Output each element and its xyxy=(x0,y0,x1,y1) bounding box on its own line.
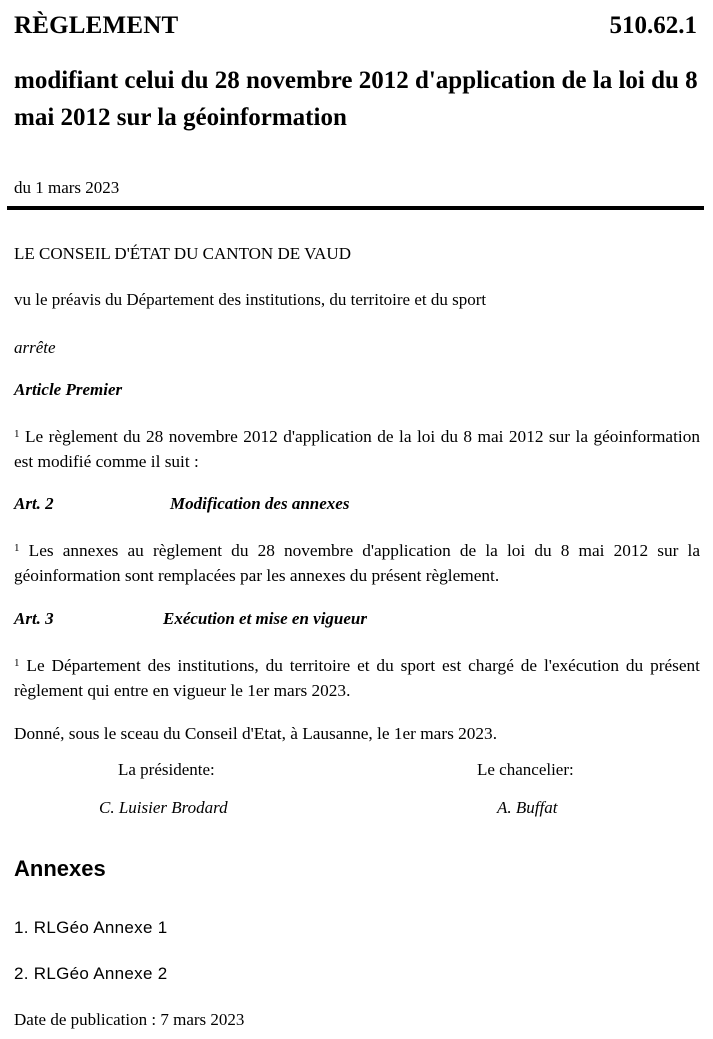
article-2-title: Modification des annexes xyxy=(170,494,350,513)
document-subtitle: modifiant celui du 28 novembre 2012 d'application de la loi du 8 mai 2012 sur la géoinformation xyxy=(14,67,698,131)
document-date: du 1 mars 2023 xyxy=(14,178,120,197)
issuing-authority: LE CONSEIL D'ÉTAT DU CANTON DE VAUD xyxy=(14,244,351,263)
article-3-number: Art. 3 xyxy=(14,609,54,628)
header-divider xyxy=(7,206,704,210)
annex-link-1[interactable]: 1. RLGéo Annexe 1 xyxy=(14,918,168,937)
article-1-text: Le règlement du 28 novembre 2012 d'application de la loi du 8 mai 2012 sur la géoinformation est modifié comme il suit : xyxy=(14,427,700,471)
article-1-heading: Article Premier xyxy=(14,380,123,399)
article-3-text: Le Département des institutions, du territoire et du sport est chargé de l'exécution du présent règlement qui entre en vigueur le 1er mars 2023. xyxy=(14,656,700,700)
left-signatory-name: C. Luisier Brodard xyxy=(99,798,228,817)
article-1-paragraph xyxy=(14,424,700,474)
article-2-paragraph xyxy=(14,538,700,588)
given-statement: Donné, sous le sceau du Conseil d'Etat, à Lausanne, le 1er mars 2023. xyxy=(14,724,498,743)
right-signatory-name: A. Buffat xyxy=(497,798,558,817)
paragraph-number: 1 xyxy=(14,542,20,554)
annex-link-2[interactable]: 2. RLGéo Annexe 2 xyxy=(14,964,168,983)
decree-verb: arrête xyxy=(14,338,56,357)
paragraph-number: 1 xyxy=(14,428,20,440)
left-signatory-role: La présidente: xyxy=(118,760,215,779)
paragraph-number: 1 xyxy=(14,657,20,669)
right-signatory-role: Le chancelier: xyxy=(477,760,574,779)
annexes-heading: Annexes xyxy=(14,856,106,881)
article-3-title: Exécution et mise en vigueur xyxy=(163,609,367,628)
document-reference-number: 510.62.1 xyxy=(609,12,697,39)
article-2-number: Art. 2 xyxy=(14,494,54,513)
document-title: RÈGLEMENT xyxy=(14,12,179,39)
article-2-text: Les annexes au règlement du 28 novembre d'application de la loi du 8 mai 2012 sur la géoinformation sont remplacées par les annexes du présent règlement. xyxy=(14,541,700,585)
considering-clause: vu le préavis du Département des institutions, du territoire et du sport xyxy=(14,290,487,309)
publication-date: Date de publication : 7 mars 2023 xyxy=(14,1010,245,1029)
article-3-paragraph xyxy=(14,653,700,703)
